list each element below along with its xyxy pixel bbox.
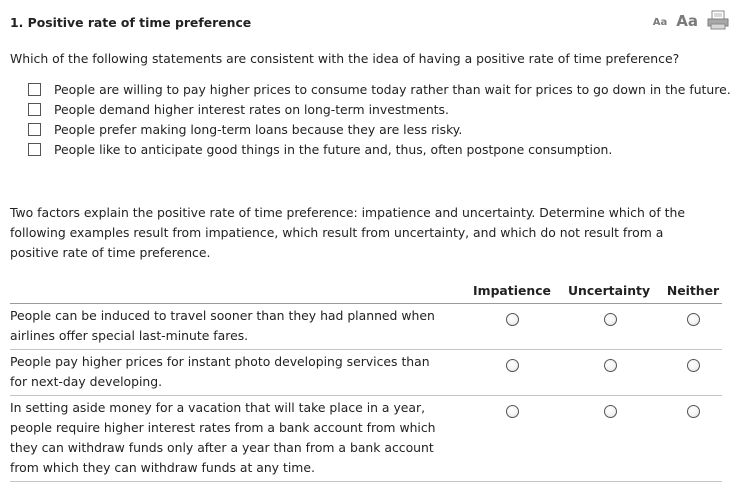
toolbar [653, 10, 729, 30]
checkbox-option[interactable] [28, 79, 731, 99]
checkbox[interactable] [28, 143, 41, 156]
radio-impatience[interactable] [506, 359, 519, 372]
checkbox[interactable] [28, 103, 41, 116]
checkbox-options [28, 79, 731, 159]
checkbox-label: People like to anticipate good things in the future and, thus, often postpone consumption. [54, 141, 613, 157]
radio-impatience[interactable] [506, 405, 519, 418]
question-1-prompt: Which of the following statements are consistent with the idea of having a positive rate of time preference? [10, 51, 680, 66]
print-icon[interactable] [707, 10, 729, 30]
table-row [10, 350, 722, 396]
question-title: 1. Positive rate of time preference [10, 15, 252, 30]
row-statement: People can be induced to travel sooner than they had planned when airlines offer special last-minute fares. [10, 308, 435, 343]
checkbox-label: People prefer making long-term loans because they are less risky. [54, 121, 463, 137]
increase-font-button[interactable]: Aa [676, 12, 698, 30]
column-header-impatience: Impatience [473, 283, 551, 298]
column-header-uncertainty: Uncertainty [567, 283, 651, 298]
table-row [10, 304, 722, 350]
row-statement: In setting aside money for a vacation that will take place in a year, people require higher interest rates from a bank account from which they can withdraw funds only after a year than from a bank account from which they can withdraw funds at any time. [10, 400, 436, 475]
radio-neither[interactable] [687, 313, 700, 326]
radio-uncertainty[interactable] [604, 313, 617, 326]
checkbox-option[interactable] [28, 139, 731, 159]
checkbox-label: People are willing to pay higher prices to consume today rather than wait for prices to go down in the future. [54, 81, 731, 97]
classification-table [10, 283, 722, 482]
table-row [10, 396, 722, 482]
checkbox-option[interactable] [28, 99, 731, 119]
column-header-neither: Neither [666, 283, 720, 298]
row-statement: People pay higher prices for instant photo developing services than for next-day developing. [10, 354, 430, 389]
radio-neither[interactable] [687, 359, 700, 372]
question-2-prompt: Two factors explain the positive rate of time preference: impatience and uncertainty. Determine which of the following examples result from impatience, which result from uncertainty, and which do not result from a positive rate of time preference. [10, 205, 685, 260]
checkbox[interactable] [28, 83, 41, 96]
radio-impatience[interactable] [506, 313, 519, 326]
checkbox[interactable] [28, 123, 41, 136]
radio-neither[interactable] [687, 405, 700, 418]
checkbox-label: People demand higher interest rates on long-term investments. [54, 101, 449, 117]
table-header [10, 283, 722, 304]
radio-uncertainty[interactable] [604, 359, 617, 372]
radio-uncertainty[interactable] [604, 405, 617, 418]
checkbox-option[interactable] [28, 119, 731, 139]
decrease-font-button[interactable]: Aa [652, 17, 668, 28]
